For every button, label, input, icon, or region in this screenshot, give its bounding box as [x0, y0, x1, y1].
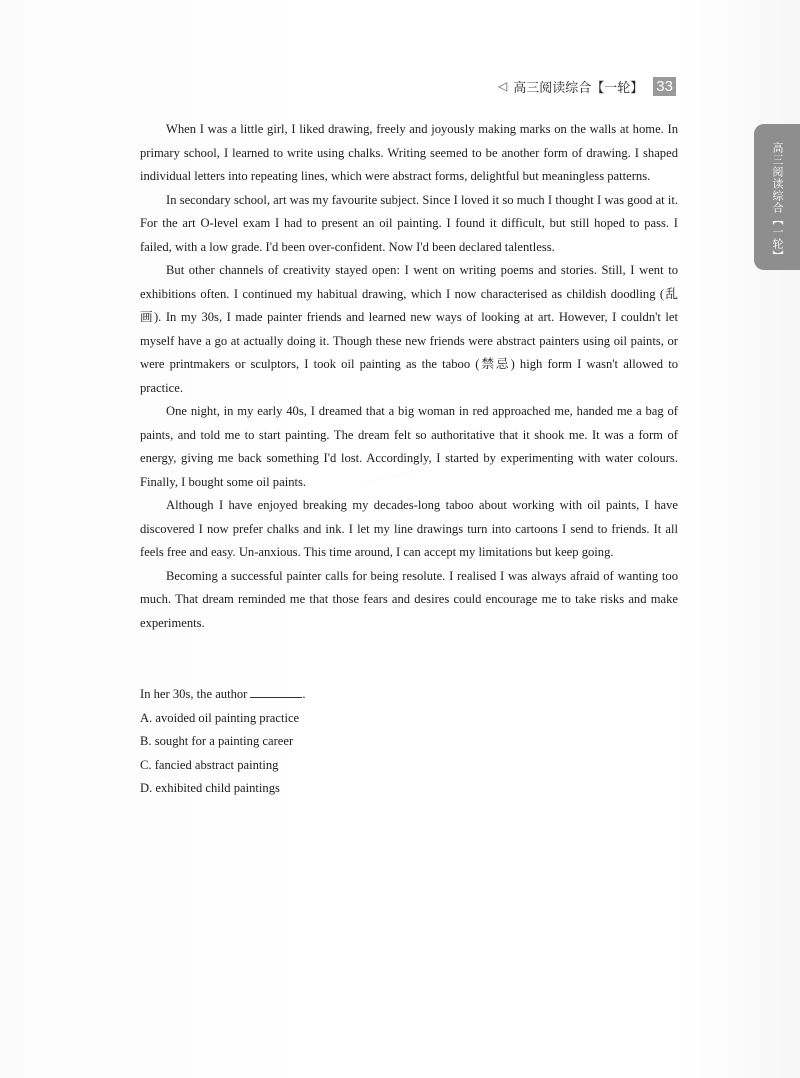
- option-d: D. exhibited child paintings: [140, 781, 280, 795]
- paragraph: When I was a little girl, I liked drawing, freely and joyously making marks on the walls at home. In primary school, I learned to write using chalks. Writing seemed to be another form of drawing. I shaped individual letters into repeating lines, which were abstract forms, delightful but meaningless patterns.: [140, 122, 678, 183]
- header-title: 高三阅读综合【一轮】: [513, 80, 644, 96]
- paragraph: In secondary school, art was my favourite subject. Since I loved it so much I thought I was good at it. For the art O-level exam I had to present an oil painting. I found it difficult, but still hoped to pass. I failed, with a low grade. I'd been over-confident. Now I'd been declared talentless.: [140, 192, 678, 254]
- page-number: 33: [653, 77, 676, 96]
- paragraph: Becoming a successful painter calls for being resolute. I realised I was always afraid of wanting too much. That dream reminded me that those fears and desires could encourage me to take risks and make experiments.: [140, 568, 678, 630]
- option-c: C. fancied abstract painting: [140, 757, 279, 772]
- side-tab-label: 高三阅读综合【一轮】: [771, 142, 784, 262]
- question-stem: [140, 683, 640, 707]
- question-stem-end: .: [302, 687, 306, 701]
- reading-passage: [140, 118, 678, 635]
- option-b: B. sought for a painting career: [140, 734, 294, 748]
- answer-blank: [250, 685, 302, 698]
- side-tab: [754, 124, 800, 270]
- page-header: [498, 76, 676, 96]
- option-a: A. avoided oil painting practice: [140, 710, 300, 725]
- question-block: [140, 683, 640, 801]
- paragraph: But other channels of creativity stayed open: I went on writing poems and stories. Still, I went to exhibitions often. I continued my habitual drawing, which I now characterised as childish doodling (乱画). In my 30s, I made painter friends and learned new ways of looking at art. However, I couldn't let myself have a go at actually doing it. Though these new friends were abstract painters using oil paints, or were printmakers or sculptors, I took oil painting as the taboo (禁忌) high form I wasn't allowed to practice.: [140, 263, 678, 395]
- paragraph: One night, in my early 40s, I dreamed that a big woman in red approached me, handed me a bag of paints, and told me to start painting. The dream felt so authoritative that it shook me. It was a form of energy, giving me back something I'd lost. Accordingly, I started by experimenting with water colours. Finally, I bought some oil paints.: [140, 404, 678, 489]
- question-stem-text: In her 30s, the author: [140, 687, 248, 701]
- watermark: · · · · · · · ·: [359, 463, 423, 492]
- left-triangle-icon: ◁: [498, 79, 508, 93]
- paragraph: Although I have enjoyed breaking my decades-long taboo about working with oil paints, I have discovered I now prefer chalks and ink. I let my line drawings turn into cartoons I send to friends. It all feels free and easy. Un-anxious. This time around, I can accept my limitations but keep going.: [140, 498, 678, 559]
